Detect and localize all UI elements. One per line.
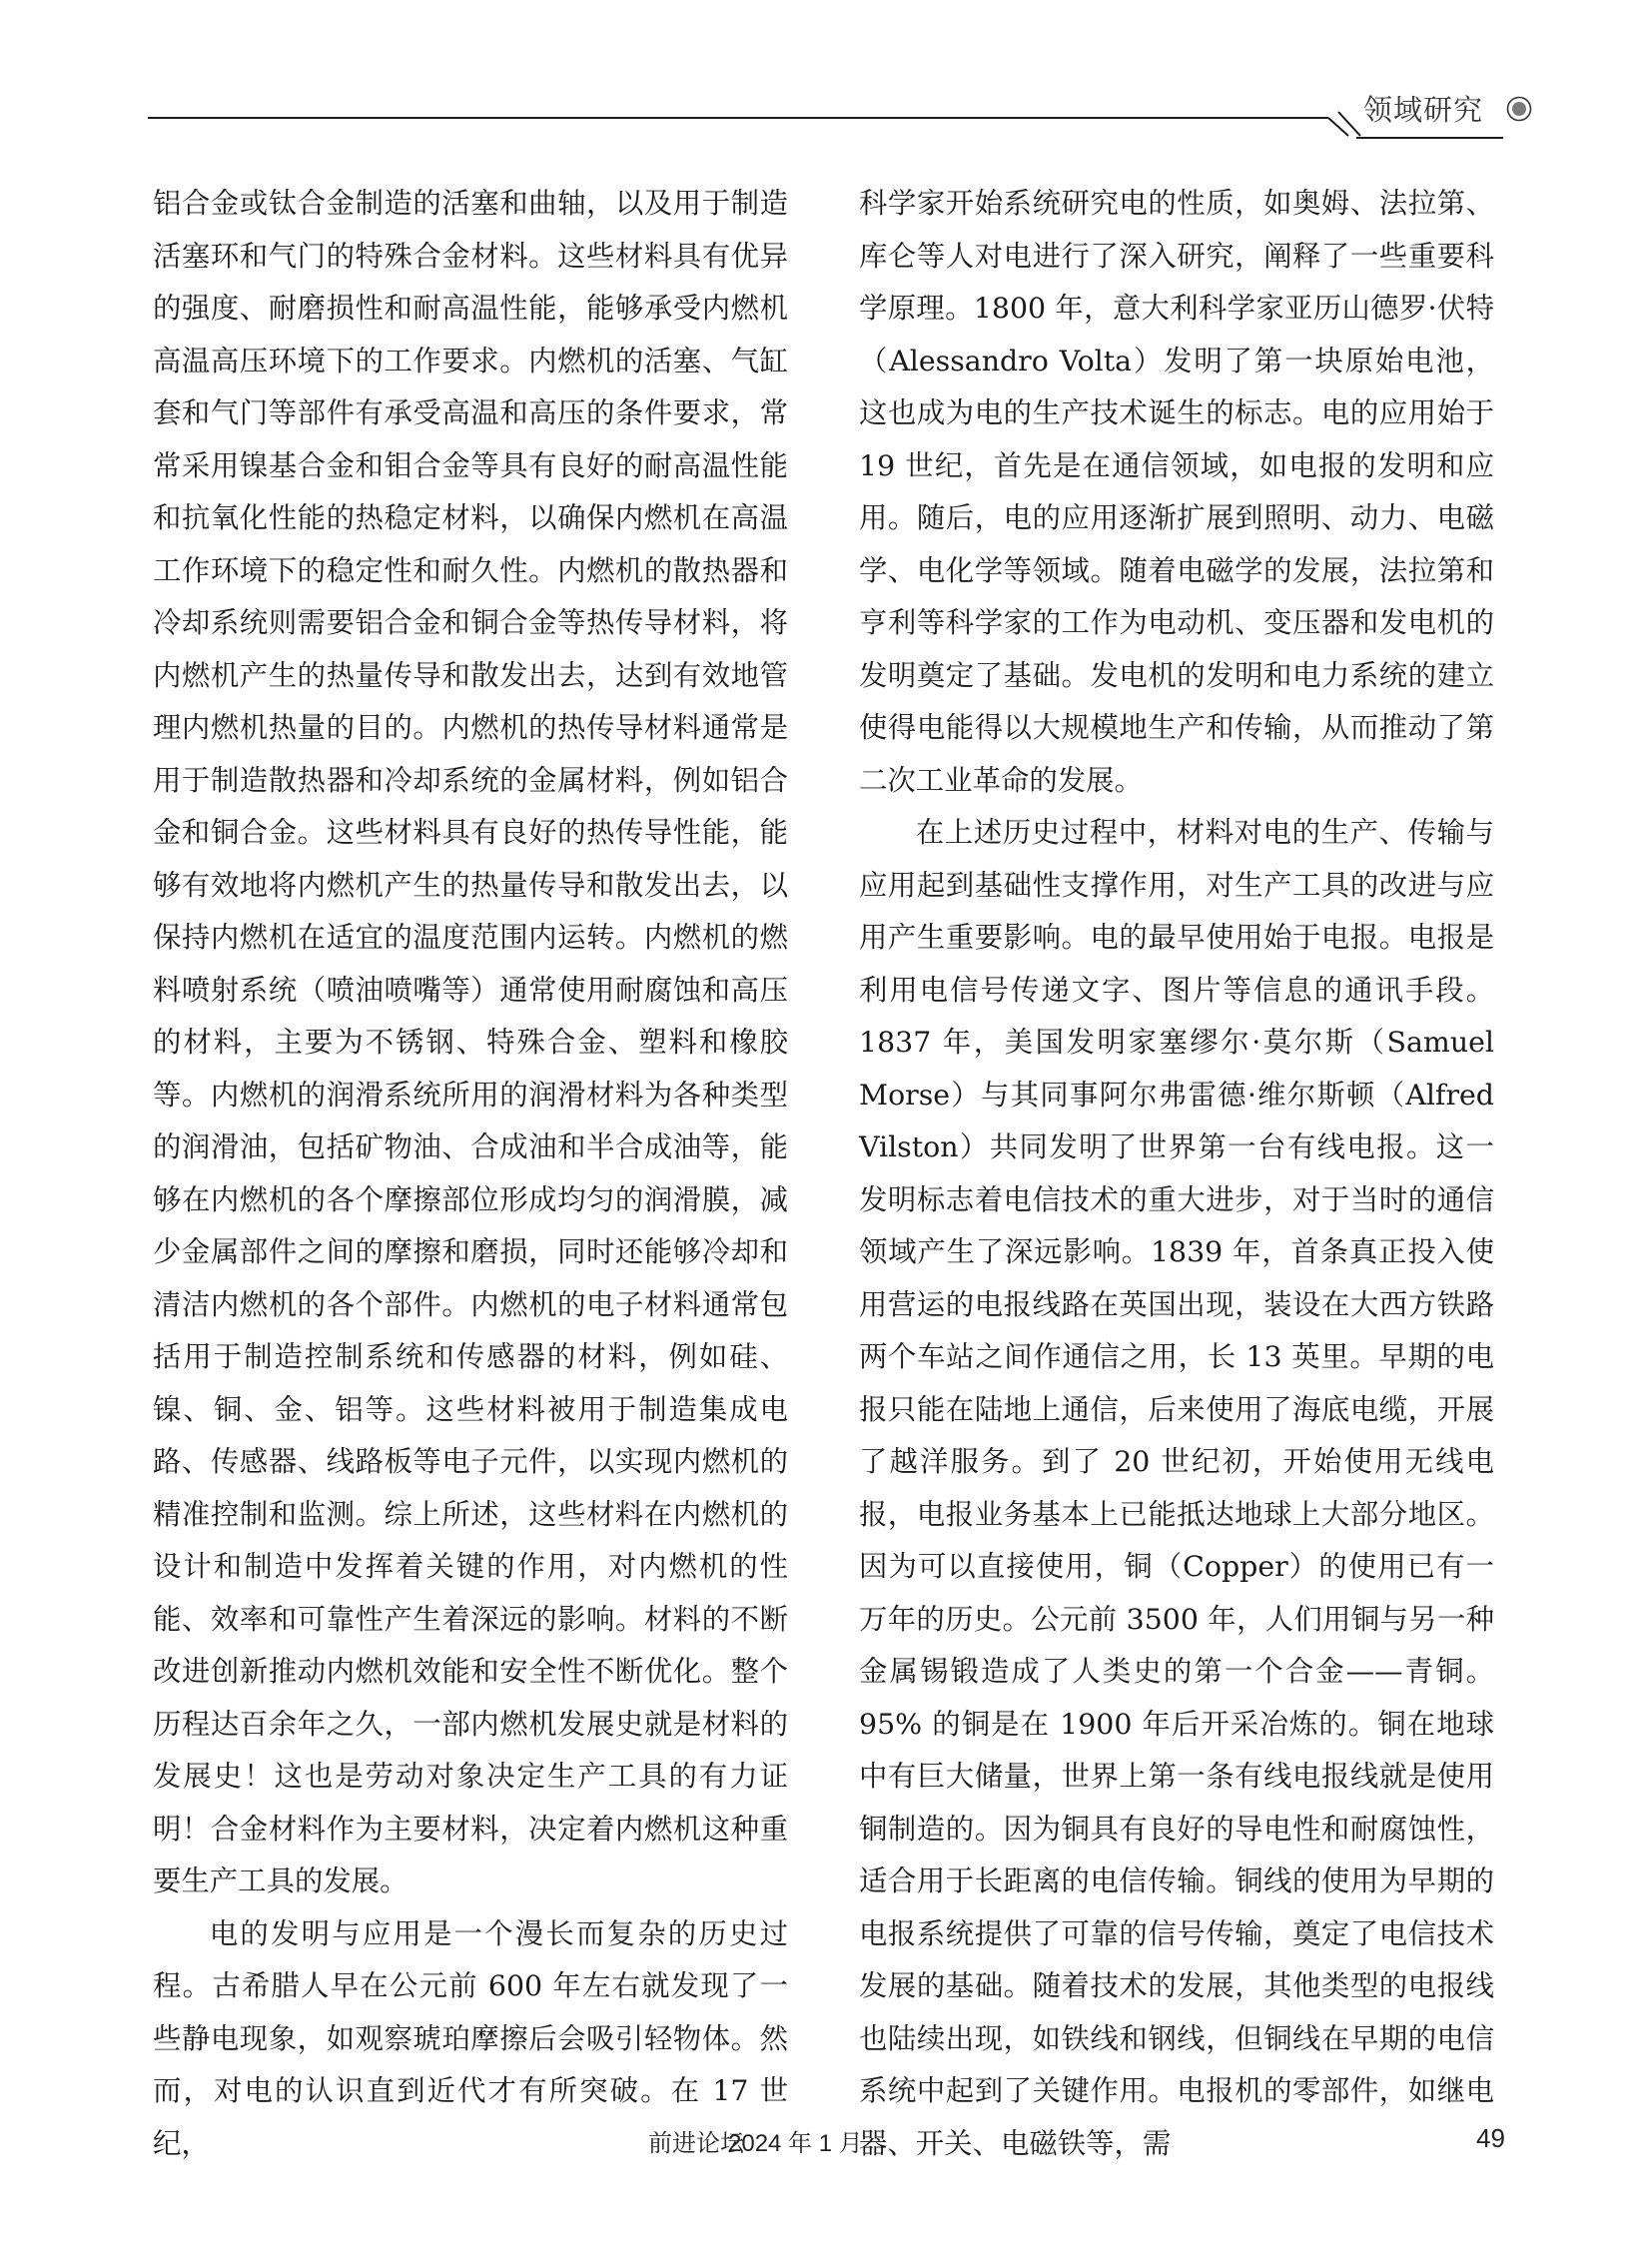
right-column bbox=[859, 178, 1494, 2170]
footer-journal-name: 前进论坛 bbox=[648, 2130, 744, 2157]
paragraph: 在上述历史过程中，材料对电的生产、传输与应用起到基础性支撑作用，对生产工具的改进与应用产生重要影响。电的最早使用始于电报。电报是利用电信号传递文字、图片等信息的通讯手段。1837 年，美国发明家塞缪尔·莫尔斯（Samuel Morse）与其同事阿尔弗雷德·维尔斯顿（Alfred Vilston）共同发明了世界第一台有线电报。这一发明标志着电信技术的重大进步，对于当时的通信领域产生了深远影响。1839 年，首条真正投入使用营运的电报线路在英国出现，装设在大西方铁路两个车站之间作通信之用，长 13 英里。早期的电报只能在陆地上通信，后来使用了海底电缆，开展了越洋服务。到了 20 世纪初，开始使用无线电报，电报业务基本上已能抵达地球上大部分地区。因为可以直接使用，铜（Copper）的使用已有一万年的历史。公元前 3500 年，人们用铜与另一种金属锡锻造成了人类史的第一个合金——青铜。95% 的铜是在 1900 年后开采冶炼的。铜在地球中有巨大储量，世界上第一条有线电报线就是使用铜制造的。因为铜具有良好的导电性和耐腐蚀性，适合用于长距离的电信传输。铜线的使用为早期的电报系统提供了可靠的信号传输，奠定了电信技术发展的基础。随着技术的发展，其他类型的电报线也陆续出现，如铁线和钢线，但铜线在早期的电信系统中起到了关键作用。电报机的零部件，如继电器、开关、电磁铁等，需 bbox=[859, 816, 1494, 2160]
target-circle-icon bbox=[1506, 96, 1532, 122]
left-column bbox=[153, 178, 788, 2170]
header-rule bbox=[0, 0, 1652, 160]
header-slash-2 bbox=[1338, 112, 1360, 136]
paragraph: 电的发明与应用是一个漫长而复杂的历史过程。古希腊人早在公元前 600 年左右就发现了一些静电现象，如观察琥珀摩擦后会吸引轻物体。然而，对电的认识直到近代才有所突破。在 17 世纪， bbox=[153, 1916, 788, 2160]
page-number: 49 bbox=[1476, 2123, 1505, 2153]
paragraph: 科学家开始系统研究电的性质，如奥姆、法拉第、库仑等人对电进行了深入研究，阐释了一些重要科学原理。1800 年，意大利科学家亚历山德罗·伏特（Alessandro Volta）发明了第一块原始电池，这也成为电的生产技术诞生的标志。电的应用始于 19 世纪，首先是在通信领域，如电报的发明和应用。随后，电的应用逐渐扩展到照明、动力、电磁学、电化学等领域。随着电磁学的发展，法拉第和亨利等科学家的工作为电动机、变压器和发电机的发明奠定了基础。发电机的发明和电力系统的建立使得电能得以大规模地生产和传输，从而推动了第二次工业革命的发展。 bbox=[859, 187, 1494, 797]
footer-issue-date: 2024 年 1 月 bbox=[728, 2130, 863, 2157]
section-title: 领域研究 bbox=[1363, 93, 1484, 127]
paragraph: 铝合金或钛合金制造的活塞和曲轴，以及用于制造活塞环和气门的特殊合金材料。这些材料具有优异的强度、耐磨损性和耐高温性能，能够承受内燃机高温高压环境下的工作要求。内燃机的活塞、气缸套和气门等部件有承受高温和高压的条件要求，常常采用镍基合金和钼合金等具有良好的耐高温性能和抗氧化性能的热稳定材料，以确保内燃机在高温工作环境下的稳定性和耐久性。内燃机的散热器和冷却系统则需要铝合金和铜合金等热传导材料，将内燃机产生的热量传导和散发出去，达到有效地管理内燃机热量的目的。内燃机的热传导材料通常是用于制造散热器和冷却系统的金属材料，例如铝合金和铜合金。这些材料具有良好的热传导性能，能够有效地将内燃机产生的热量传导和散发出去，以保持内燃机在适宜的温度范围内运转。内燃机的燃料喷射系统（喷油喷嘴等）通常使用耐腐蚀和高压的材料，主要为不锈钢、特殊合金、塑料和橡胶等。内燃机的润滑系统所用的润滑材料为各种类型的润滑油，包括矿物油、合成油和半合成油等，能够在内燃机的各个摩擦部位形成均匀的润滑膜，减少金属部件之间的摩擦和磨损，同时还能够冷却和清洁内燃机的各个部件。内燃机的电子材料通常包括用于制造控制系统和传感器的材料，例如硅、镍、铜、金、铝等。这些材料被用于制造集成电路、传感器、线路板等电子元件，以实现内燃机的精准控制和监测。综上所述，这些材料在内燃机的设计和制造中发挥着关键的作用，对内燃机的性能、效率和可靠性产生着深远的影响。材料的不断改进创新推动内燃机效能和安全性不断优化。整个历程达百余年之久，一部内燃机发展史就是材料的发展史！这也是劳动对象决定生产工具的有力证明！合金材料作为主要材料，决定着内燃机这种重要生产工具的发展。 bbox=[153, 187, 788, 1897]
